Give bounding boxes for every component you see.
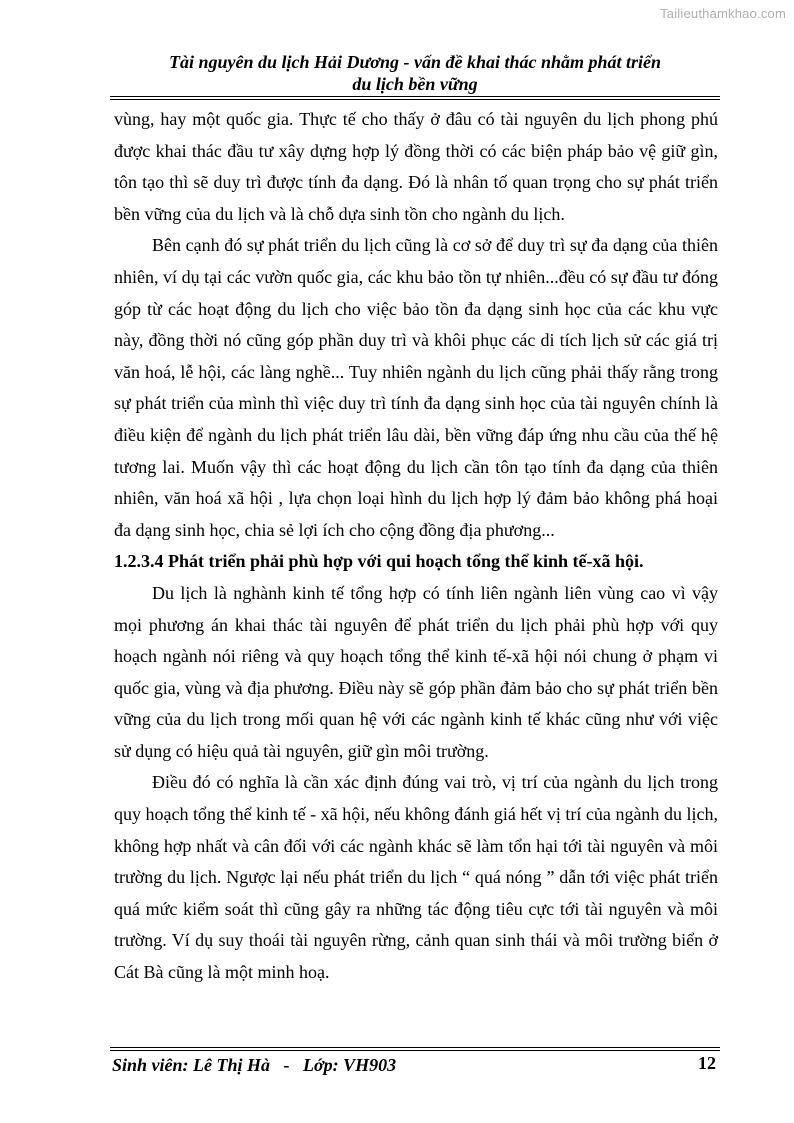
section-heading: 1.2.3.4 Phát triển phải phù hợp với qui hoạch tổng thể kinh tế-xã hội. — [114, 551, 644, 572]
header-title-line-1: Tài nguyên du lịch Hải Dương - vấn đề khai thác nhằm phát triển — [168, 52, 661, 72]
paragraph-role: Điều đó có nghĩa là cần xác định đúng vai trò, vị trí của ngành du lịch trong quy hoạch tổng thể kinh tế - xã hội, nếu không đánh giá hết vị trí của ngành du lịch, không hợp nhất và cân đối với các ngành khác sẽ làm tổn hại tới tài nguyên và môi trường du lịch. Ngược lại nếu phát triển du lịch “ quá nóng ” dẫn tới việc phát triển quá mức kiểm soát thì cũng gây ra những tác động tiêu cực tới tài nguyên và môi trường. Ví dụ suy thoái tài nguyên rừng, cảnh quan sinh thái và môi trường biển ở Cát Bà cũng là một minh hoạ. — [114, 772, 718, 983]
paragraph-continuation: vùng, hay một quốc gia. Thực tế cho thấy ở đâu có tài nguyên du lịch phong phú được khai thác đầu tư xây dựng hợp lý đồng thời có các biện pháp bảo vệ giữ gìn, tôn tạo thì sẽ duy trì được tính đa dạng. Đó là nhân tố quan trọng cho sự phát triển bền vững của du lịch và là chỗ dựa sinh tồn cho ngành du lịch. — [114, 109, 718, 224]
page-number: 12 — [698, 1053, 716, 1073]
footer-student-info: Sinh viên: Lê Thị Hà - Lớp: VH903 — [112, 1055, 397, 1075]
document-body — [114, 104, 718, 989]
page-header — [110, 51, 720, 95]
watermark-text: Tailieuthamkhao.com — [660, 6, 786, 21]
paragraph-planning: Du lịch là nghành kinh tế tổng hợp có tính liên ngành liên vùng cao vì vậy mọi phương án khai thác tài nguyên để phát triển du lịch phải phù hợp với quy hoạch ngành nói riêng và quy hoạch tổng thể kinh tế-xã hội nói chung ở phạm vi quốc gia, vùng và địa phương. Điều này sẽ góp phần đảm bảo cho sự phát triển bền vững của du lịch trong mối quan hệ với các ngành kinh tế khác cũng như với việc sử dụng có hiệu quả tài nguyên, giữ gìn môi trường. — [114, 582, 718, 761]
header-rule — [110, 96, 720, 100]
header-title-line-2: du lịch bền vững — [352, 74, 478, 94]
paragraph-biodiversity: Bên cạnh đó sự phát triển du lịch cũng là cơ sở để duy trì sự đa dạng của thiên nhiên, ví dụ tại các vườn quốc gia, các khu bảo tồn tự nhiên...đều có sự đầu tư đóng góp từ các hoạt động du lịch cho việc bảo tồn đa dạng sinh học của các khu vực này, đồng thời nó cũng góp phần duy trì và khôi phục các di tích lịch sử các giá trị văn hoá, lễ hội, các làng nghề... Tuy nhiên ngành du lịch cũng phải thấy rằng trong sự phát triển của mình thì việc duy trì tính đa dạng sinh học của tài nguyên chính là điều kiện để ngành du lịch phát triển lâu dài, bền vững đáp ứng nhu cầu của thế hệ tương lai. Muốn vậy thì các hoạt động du lịch cần tôn tạo tính đa dạng của thiên nhiên, văn hoá xã hội , lựa chọn loại hình du lịch hợp lý đảm bảo không phá hoại đa dạng sinh học, chia sẻ lợi ích cho cộng đồng địa phương... — [114, 235, 718, 540]
footer-rule — [110, 1047, 720, 1051]
